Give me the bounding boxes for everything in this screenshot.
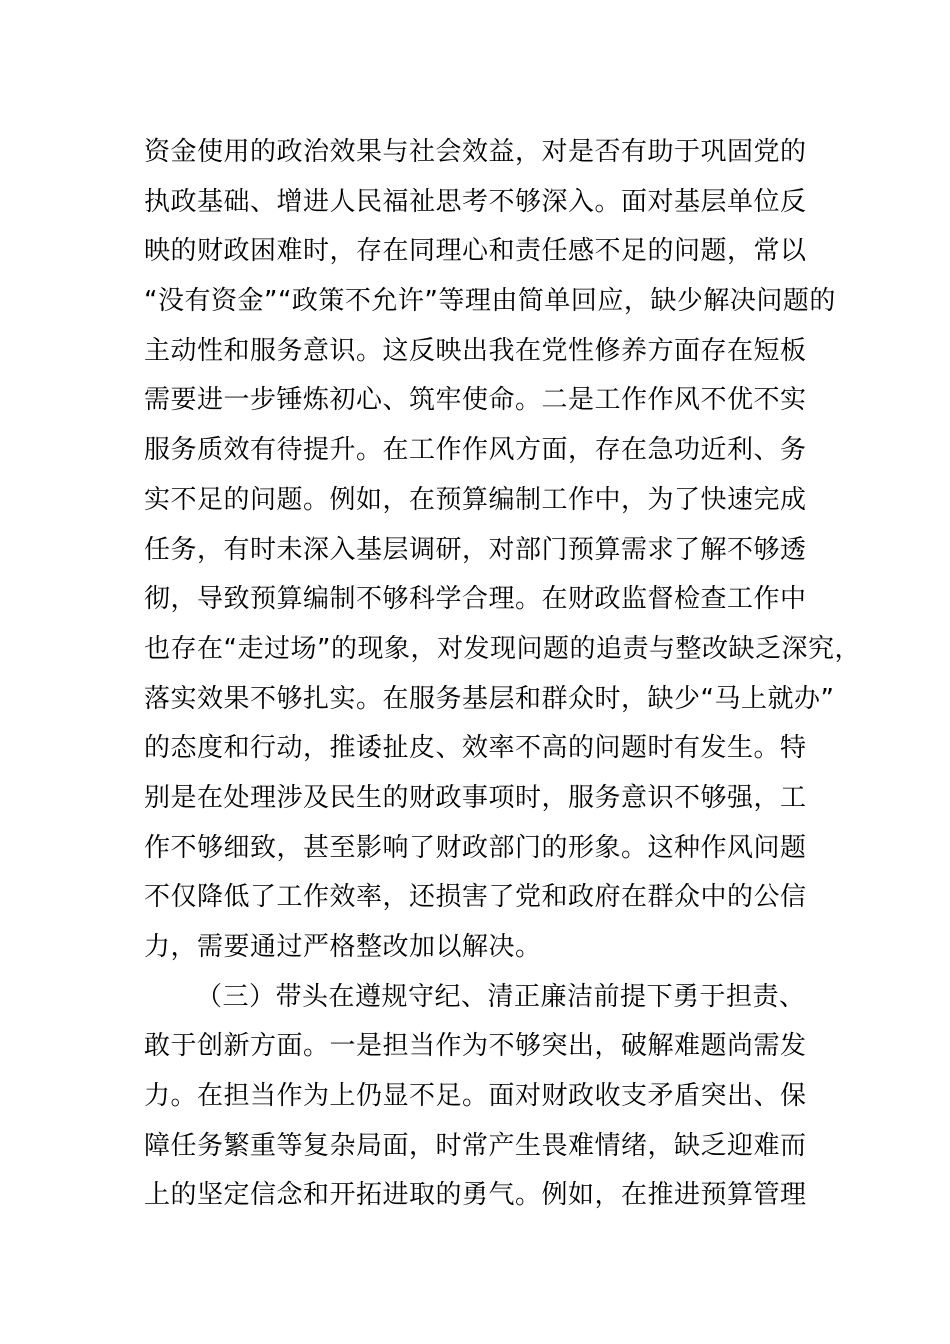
text-line: 需要进一步锤炼初心、筑牢使命。二是工作作风不优不实 <box>144 385 807 416</box>
text-line: 别是在处理涉及民生的财政事项时，服务意识不够强，工 <box>144 782 807 813</box>
text-line: 任务，有时未深入基层调研，对部门预算需求了解不够透 <box>144 534 807 565</box>
section-heading-line: （三）带头在遵规守纪、清正廉洁前提下勇于担责、 <box>196 981 806 1012</box>
text-line: 主动性和服务意识。这反映出我在党性修养方面存在短板 <box>144 335 807 366</box>
text-line: 执政基础、增进人民福祉思考不够深入。面对基层单位反 <box>144 186 807 217</box>
text-line: 力。在担当作为上仍显不足。面对财政收支矛盾突出、保 <box>144 1081 807 1112</box>
text-line: 作不够细致，甚至影响了财政部门的形象。这种作风问题 <box>144 832 807 863</box>
text-line: 资金使用的政治效果与社会效益，对是否有助于巩固党的 <box>144 137 807 167</box>
text-line: 也存在“走过场”的现象，对发现问题的追责与整改缺乏深究， <box>144 633 861 664</box>
text-line: 上的坚定信念和开拓进取的勇气。例如，在推进预算管理 <box>144 1180 807 1211</box>
text-line: 服务质效有待提升。在工作作风方面，存在急功近利、务 <box>144 435 807 466</box>
text-line: 不仅降低了工作效率，还损害了党和政府在群众中的公信 <box>144 882 807 913</box>
text-line: 映的财政困难时，存在同理心和责任感不足的问题，常以 <box>144 236 807 267</box>
text-line: 落实效果不够扎实。在服务基层和群众时，缺少“马上就办” <box>144 683 835 714</box>
text-line: 的态度和行动，推诿扯皮、效率不高的问题时有发生。特 <box>144 733 807 764</box>
text-line: “没有资金”“政策不允许”等理由简单回应，缺少解决问题的 <box>144 286 836 317</box>
text-line: 实不足的问题。例如，在预算编制工作中，为了快速完成 <box>144 484 807 515</box>
text-line: 力，需要通过严格整改加以解决。 <box>144 932 542 962</box>
document-body <box>144 128 861 1221</box>
text-line: 敢于创新方面。一是担当作为不够突出，破解难题尚需发 <box>144 1031 807 1062</box>
text-line: 彻，导致预算编制不够科学合理。在财政监督检查工作中 <box>144 584 807 615</box>
text-line: 障任务繁重等复杂局面，时常产生畏难情绪，缺乏迎难而 <box>144 1130 807 1161</box>
